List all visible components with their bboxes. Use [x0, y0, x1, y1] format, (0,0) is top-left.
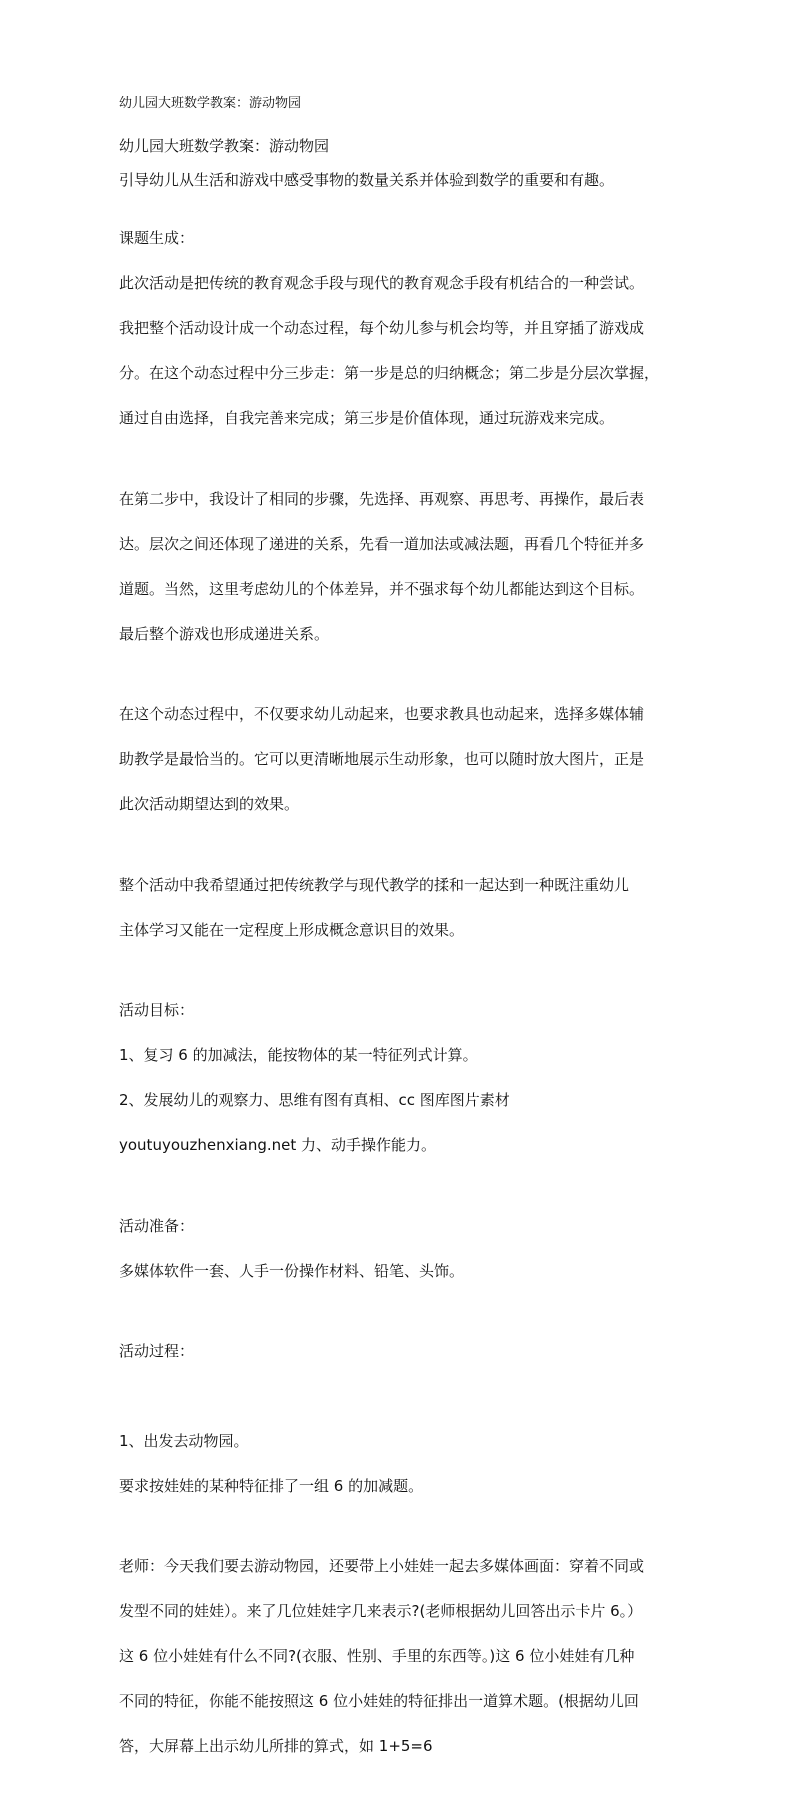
text-line: 活动过程： — [119, 1342, 195, 1360]
text-line: 我把整个活动设计成一个动态过程，每个幼儿参与机会均等，并且穿插了游戏成 — [119, 319, 645, 337]
text-line: 主体学习又能在一定程度上形成概念意识目的效果。 — [119, 920, 465, 939]
intro-paragraph: 引导幼儿从生活和游戏中感受事物的数量关系并体验到数学的重要和有趣。 — [119, 171, 615, 189]
text-line: youtuyouzhenxiang.net 力、动手操作能力。 — [119, 1136, 437, 1154]
section-step-two — [119, 465, 694, 668]
section-topic-generation — [119, 205, 694, 453]
text-line: 活动准备： — [119, 1216, 195, 1235]
section-preparation — [119, 1192, 694, 1305]
text-line: 在第二步中，我设计了相同的步骤，先选择、再观察、再思考、再操作，最后表 — [119, 489, 645, 508]
text-line: 助教学是最恰当的。它可以更清晰地展示生动形象，也可以随时放大图片，正是 — [119, 750, 645, 768]
text-line: 这 6 位小娃娃有什么不同?(衣服、性别、手里的东西等。)这 6 位小娃娃有几种 — [119, 1647, 635, 1665]
section-process-heading — [119, 1318, 694, 1386]
text-line: 老师：今天我们要去游动物园，还要带上小娃娃一起去多媒体画面：穿着不同或 — [119, 1557, 645, 1575]
text-line: 不同的特征，你能不能按照这 6 位小娃娃的特征排出一道算术题。(根据幼儿回 — [119, 1692, 639, 1710]
text-line: 此次活动是把传统的教育观念手段与现代的教育观念手段有机结合的一种尝试。 — [119, 274, 645, 292]
section-goals — [119, 977, 694, 1180]
document-title: 幼儿园大班数学教案：游动物园 — [119, 137, 330, 155]
text-line: 发型不同的娃娃）。来了几位娃娃字几来表示?(老师根据幼儿回答出示卡片 6。） — [119, 1602, 643, 1620]
section-step-one — [119, 1407, 694, 1520]
section-teacher-dialogue — [119, 1533, 694, 1781]
text-line: 1、复习 6 的加减法，能按物体的某一特征列式计算。 — [119, 1046, 478, 1064]
text-line: 整个活动中我希望通过把传统教学与现代教学的揉和一起达到一种既注重幼儿 — [119, 875, 630, 894]
text-line: 此次活动期望达到的效果。 — [119, 795, 300, 813]
header-title: 幼儿园大班数学教案：游动物园 — [119, 96, 302, 111]
text-line: 2、发展幼儿的观察力、思维有图有真相、cc 图库图片素材 — [119, 1091, 510, 1109]
document-page — [119, 95, 694, 1793]
text-line: 活动目标： — [119, 1001, 195, 1019]
text-line: 在这个动态过程中，不仅要求幼儿动起来，也要求教具也动起来，选择多媒体辅 — [119, 705, 645, 723]
text-line: 分。在这个动态过程中分三步走：第一步是总的归纳概念；第二步是分层次掌握， — [119, 364, 660, 382]
text-line: 1、出发去动物园。 — [119, 1431, 249, 1450]
text-line: 答，大屏幕上出示幼儿所排的算式，如 1+5=6 — [119, 1737, 433, 1755]
text-line: 要求按娃娃的某种特征排了一组 6 的加减题。 — [119, 1476, 424, 1495]
section-overall — [119, 851, 694, 964]
text-line: 最后整个游戏也形成递进关系。 — [119, 624, 330, 643]
section-multimedia — [119, 681, 694, 839]
text-line: 课题生成： — [119, 229, 195, 247]
text-line: 道题。当然，这里考虑幼儿的个体差异，并不强求每个幼儿都能达到这个目标。 — [119, 579, 645, 598]
text-line: 通过自由选择，自我完善来完成；第三步是价值体现，通过玩游戏来完成。 — [119, 409, 615, 427]
text-line: 多媒体软件一套、人手一份操作材料、铅笔、头饰。 — [119, 1261, 465, 1280]
text-line: 达。层次之间还体现了递进的关系，先看一道加法或减法题，再看几个特征并多 — [119, 534, 645, 553]
